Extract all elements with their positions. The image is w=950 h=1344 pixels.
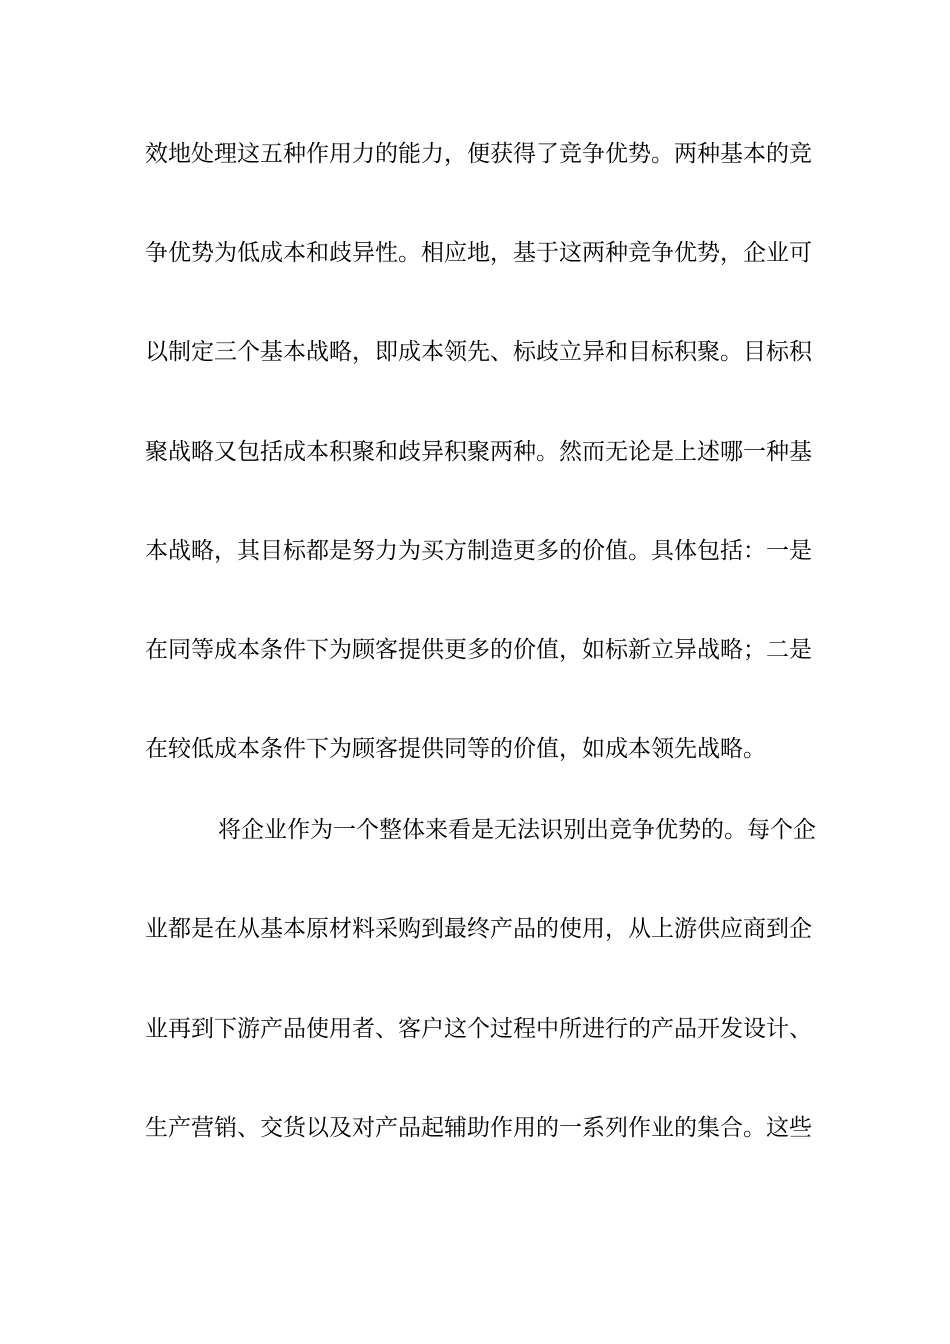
paragraph-line: 在较低成本条件下为顾客提供同等的价值，如成本领先战略。	[145, 736, 766, 762]
paragraph-line: 业再到下游产品使用者、客户这个过程中所进行的产品开发设计、	[145, 1016, 812, 1042]
paragraph-line: 将企业作为一个整体来看是无法识别出竞争优势的。每个企	[218, 817, 816, 843]
paragraph-line: 本战略，其目标都是努力为买方制造更多的价值。具体包括：一是	[145, 538, 812, 564]
paragraph-line: 聚战略又包括成本积聚和歧异积聚两种。然而无论是上述哪一种基	[145, 439, 812, 465]
paragraph-line: 业都是在从基本原材料采购到最终产品的使用，从上游供应商到企	[145, 916, 812, 942]
paragraph-line: 生产营销、交货以及对产品起辅助作用的一系列作业的集合。这些	[145, 1115, 812, 1141]
paragraph-line: 争优势为低成本和歧异性。相应地，基于这两种竞争优势，企业可	[145, 240, 812, 266]
paragraph-line: 以制定三个基本战略，即成本领先、标歧立异和目标积聚。目标积	[145, 339, 812, 365]
paragraph-line: 效地处理这五种作用力的能力，便获得了竞争优势。两种基本的竞	[145, 141, 812, 167]
paragraph-line: 在同等成本条件下为顾客提供更多的价值，如标新立异战略；二是	[145, 637, 812, 663]
